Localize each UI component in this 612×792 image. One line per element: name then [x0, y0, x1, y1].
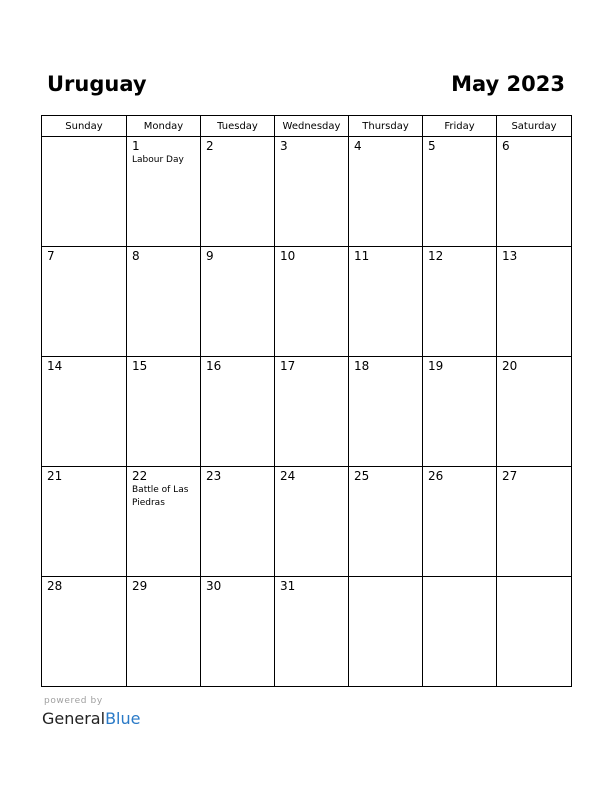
day-cell	[201, 357, 275, 467]
day-number: 11	[354, 249, 370, 263]
day-number: 5	[428, 139, 436, 153]
day-number: 13	[502, 249, 518, 263]
day-number: 2	[206, 139, 214, 153]
day-number: 21	[47, 469, 63, 483]
powered-by-text: powered by	[44, 696, 103, 706]
week-row	[42, 467, 572, 577]
day-cell	[275, 577, 349, 687]
weekday-saturday: Saturday	[497, 116, 572, 137]
weekday-sunday: Sunday	[42, 116, 127, 137]
day-cell	[42, 577, 127, 687]
day-cell	[127, 577, 201, 687]
weekday-tuesday: Tuesday	[201, 116, 275, 137]
weekday-wednesday: Wednesday	[275, 116, 349, 137]
day-number: 9	[206, 249, 214, 263]
day-number: 26	[428, 469, 444, 483]
day-number: 1	[132, 139, 140, 153]
day-cell	[127, 467, 201, 577]
day-number: 24	[280, 469, 296, 483]
day-number: 8	[132, 249, 140, 263]
week-row	[42, 247, 572, 357]
holiday-label: Battle of Las Piedras	[132, 485, 189, 508]
day-number: 4	[354, 139, 362, 153]
week-row	[42, 357, 572, 467]
day-number: 10	[280, 249, 296, 263]
day-cell	[497, 467, 572, 577]
day-cell	[127, 247, 201, 357]
week-row	[42, 137, 572, 247]
day-cell	[423, 467, 497, 577]
day-cell	[349, 467, 423, 577]
day-cell	[42, 247, 127, 357]
day-cell	[423, 247, 497, 357]
weekday-friday: Friday	[423, 116, 497, 137]
day-number: 19	[428, 359, 444, 373]
day-cell	[42, 467, 127, 577]
day-cell	[349, 577, 423, 687]
day-number: 17	[280, 359, 296, 373]
day-number: 3	[280, 139, 288, 153]
day-number: 23	[206, 469, 222, 483]
day-number: 31	[280, 579, 296, 593]
day-number: 14	[47, 359, 63, 373]
week-row	[42, 577, 572, 687]
day-cell	[201, 467, 275, 577]
day-number: 27	[502, 469, 518, 483]
weekday-monday: Monday	[127, 116, 201, 137]
footer-brand	[42, 696, 140, 729]
day-cell	[201, 577, 275, 687]
day-cell	[275, 467, 349, 577]
day-number: 20	[502, 359, 518, 373]
day-number: 30	[206, 579, 222, 593]
weekday-thursday: Thursday	[349, 116, 423, 137]
weekday-header-row	[42, 116, 572, 137]
day-cell	[275, 247, 349, 357]
day-cell	[497, 137, 572, 247]
day-cell	[127, 137, 201, 247]
day-number: 15	[132, 359, 148, 373]
day-cell	[349, 357, 423, 467]
day-cell	[497, 357, 572, 467]
brand-blue: Blue	[105, 709, 141, 728]
day-number: 22	[132, 469, 148, 483]
day-cell	[423, 577, 497, 687]
day-cell	[423, 137, 497, 247]
day-cell	[127, 357, 201, 467]
day-cell	[275, 357, 349, 467]
holiday-label: Labour Day	[132, 155, 184, 165]
country-title: Uruguay	[47, 72, 147, 96]
day-cell	[275, 137, 349, 247]
day-cell	[349, 137, 423, 247]
day-cell	[42, 137, 127, 247]
day-cell	[201, 137, 275, 247]
day-number: 28	[47, 579, 63, 593]
day-cell	[423, 357, 497, 467]
day-cell	[349, 247, 423, 357]
day-number: 16	[206, 359, 222, 373]
day-number: 18	[354, 359, 370, 373]
calendar-grid	[41, 115, 572, 687]
day-cell	[497, 247, 572, 357]
day-number: 29	[132, 579, 148, 593]
day-cell	[201, 247, 275, 357]
generalblue-logo	[42, 709, 140, 729]
day-number: 12	[428, 249, 444, 263]
day-number: 6	[502, 139, 510, 153]
month-year-title: May 2023	[451, 72, 565, 96]
day-number: 25	[354, 469, 370, 483]
day-number: 7	[47, 249, 55, 263]
day-cell	[42, 357, 127, 467]
brand-general: General	[42, 709, 106, 728]
day-cell	[497, 577, 572, 687]
